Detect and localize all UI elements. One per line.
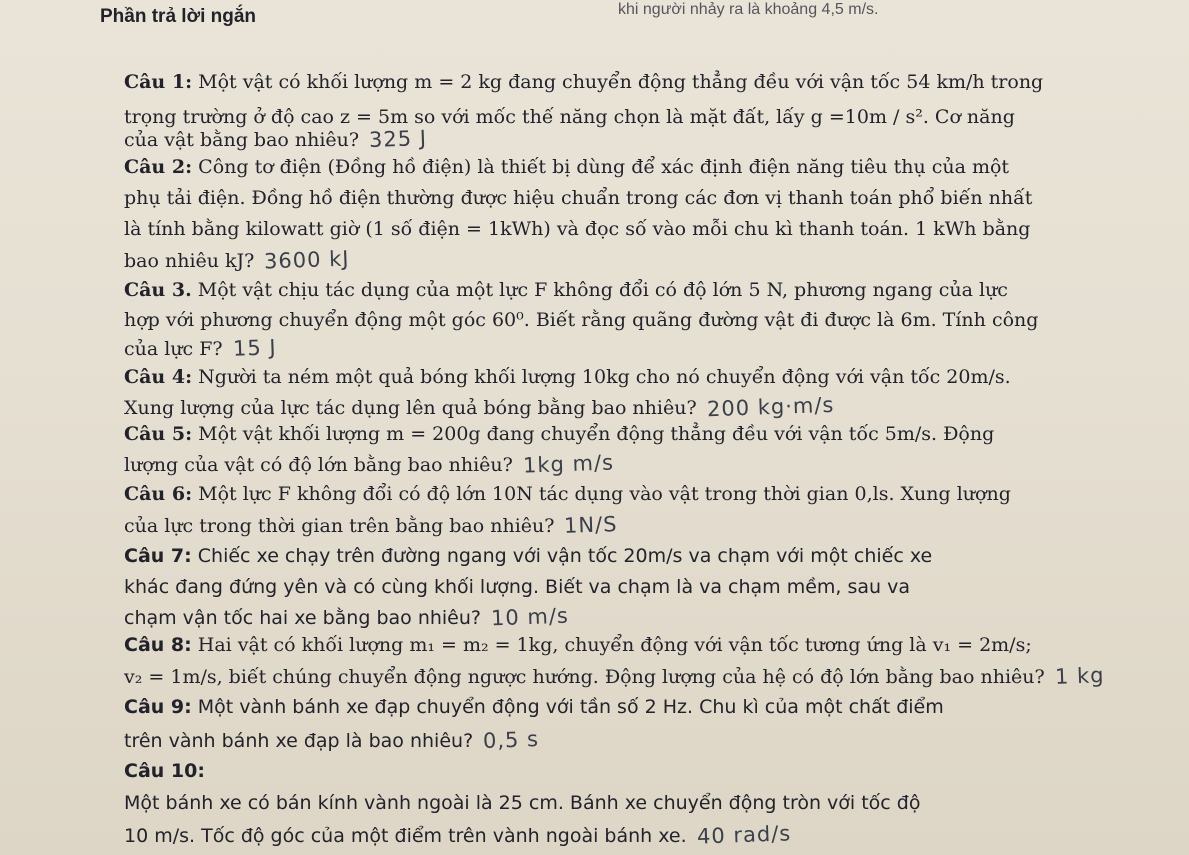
question-2-answer: 3600 kJ [263,246,351,274]
question-4-line-2: Xung lượng của lực tác dụng lên quả bóng bằng bao nhiêu? 200 kg·m/s [124,392,835,422]
question-6-line-2: của lực trong thời gian trên bằng bao nhiêu? 1N/S [124,512,619,538]
question-2-line-2: phụ tải điện. Đồng hồ điện thường được hiệu chuẩn trong các đơn vị thanh toán phổ biến nhất [124,187,1033,209]
question-7-line-2: khác đang đứng yên và có cùng khối lượng. Biết va chạm là va chạm mềm, sau va [124,576,911,598]
section-title: Phần trả lời ngắn [100,6,257,27]
question-3-label: Câu 3. [124,279,192,301]
question-3-line-3: của lực F? 15 J [124,335,277,361]
question-6-label: Câu 6: [124,483,193,505]
question-1-line-3: của vật bằng bao nhiêu? 325 J [124,125,428,153]
question-8-line-2: v₂ = 1m/s, biết chúng chuyển động ngược hướng. Động lượng của hệ có độ lớn bằng bao nhiêu? 1 kg [124,663,1105,689]
question-9-line-2: trên vành bánh xe đạp là bao nhiêu? 0,5 s [124,727,540,753]
question-4-label: Câu 4: [124,366,193,388]
question-2-line-4: bao nhiêu kJ? 3600 kJ [124,246,351,274]
question-1-answer: 325 J [368,125,428,153]
question-9-label: Câu 9: [124,696,192,718]
question-1-line-1: Câu 1: Một vật có khối lượng m = 2 kg đang chuyển động thẳng đều với vận tốc 54 km/h trong [124,71,1044,93]
question-5-answer: 1kg m/s [522,450,615,478]
question-1-label: Câu 1: [124,71,193,93]
question-8-label: Câu 8: [124,634,192,656]
question-10-label-line [124,760,205,782]
question-5-line-2: lượng của vật có độ lớn bằng bao nhiêu? 1kg m/s [124,450,615,478]
question-6-line-1: Câu 6: Một lực F không đổi có độ lớn 10N tác dụng vào vật trong thời gian 0,ls. Xung lượng [124,483,1011,505]
question-5-label: Câu 5: [124,423,193,445]
question-5-line-1: Câu 5: Một vật khối lượng m = 200g đang chuyển động thẳng đều với vận tốc 5m/s. Động [124,423,995,445]
question-10-label: Câu 10: [124,760,205,782]
question-8-line-1: Câu 8: Hai vật có khối lượng m₁ = m₂ = 1kg, chuyển động với vận tốc tương ứng là v₁ = 2m/s; [124,634,1032,656]
question-8-answer: 1 kg [1054,663,1105,689]
previous-text-fragment: khi người nhảy ra là khoảng 4,5 m/s. [618,1,879,18]
question-9-line-1: Câu 9: Một vành bánh xe đạp chuyển động với tần số 2 Hz. Chu kì của một chất điểm [124,696,944,718]
question-1-line-2: trọng trường ở độ cao z = 5m so với mốc thế năng chọn là mặt đất, lấy g =10m / s². Cơ năng [124,106,1015,128]
question-2-line-3: là tính bằng kilowatt giờ (1 số điện = 1kWh) và đọc số vào mỗi chu kì thanh toán. 1 kWh bằng [124,218,1031,240]
question-3-answer: 15 J [232,335,277,361]
question-10-line-2: 10 m/s. Tốc độ góc của một điểm trên vành ngoài bánh xe. 40 rad/s [124,821,792,849]
question-7-answer: 10 m/s [490,603,570,631]
question-6-answer: 1N/S [564,512,619,538]
question-7-line-3: chạm vận tốc hai xe bằng bao nhiêu? 10 m/s [124,603,570,631]
question-7-line-1: Câu 7: Chiếc xe chạy trên đường ngang với vận tốc 20m/s va chạm với một chiếc xe [124,545,933,567]
question-10-line-1: Một bánh xe có bán kính vành ngoài là 25 cm. Bánh xe chuyển động tròn với tốc độ [124,792,921,814]
question-2-label: Câu 2: [124,156,193,178]
question-3-line-2: hợp với phương chuyển động một góc 60⁰. Biết rằng quãng đường vật đi được là 6m. Tính công [124,309,1039,331]
question-10-answer: 40 rad/s [696,821,792,849]
question-9-answer: 0,5 s [482,727,540,753]
question-4-line-1: Câu 4: Người ta ném một quả bóng khối lượng 10kg cho nó chuyển động với vận tốc 20m/s. [124,366,1011,388]
question-4-answer: 200 kg·m/s [706,392,835,422]
question-3-line-1: Câu 3. Một vật chịu tác dụng của một lực F không đổi có độ lớn 5 N, phương ngang của lực [124,279,1008,301]
question-7-label: Câu 7: [124,545,192,567]
question-2-line-1: Câu 2: Công tơ điện (Đồng hồ điện) là thiết bị dùng để xác định điện năng tiêu thụ của một [124,156,1010,178]
